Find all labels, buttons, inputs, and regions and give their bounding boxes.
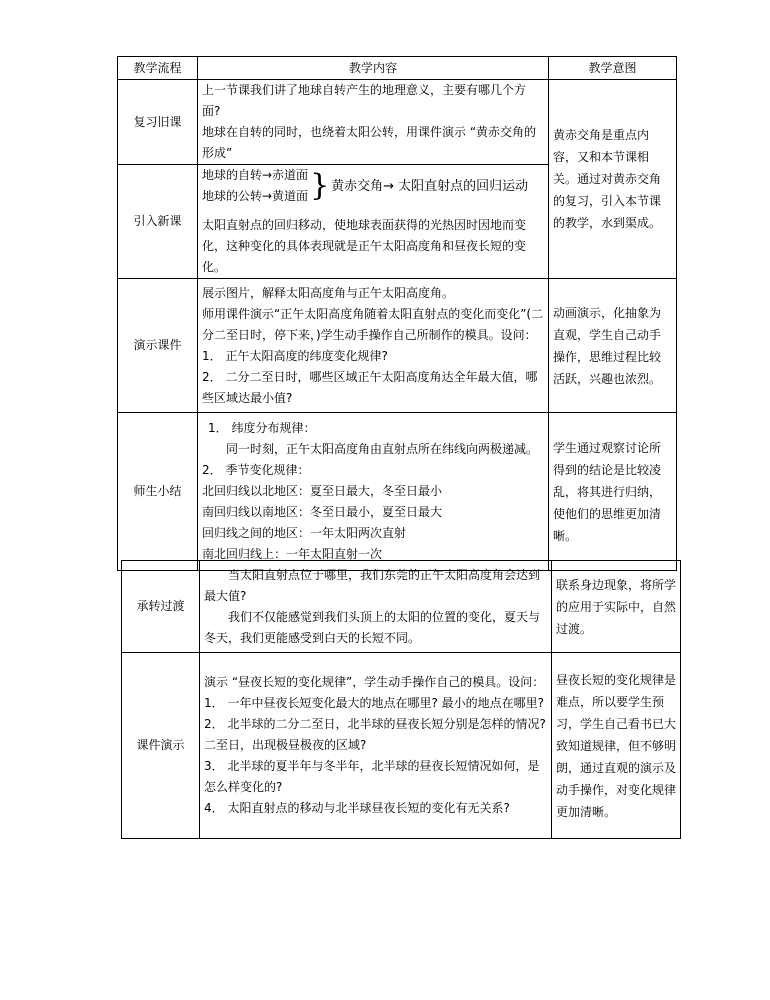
table-row [118,80,677,165]
right-brace-icon: } [310,168,330,203]
brace-left-line: 地球的公转→黄道面 [202,189,309,203]
content-cell [198,413,549,571]
lesson-table-1 [117,56,677,571]
stage-cell: 课件演示 [122,653,200,839]
content-line: 3． 北半球的夏半年与冬半年，北半球的昼夜长短情况如何，是怎么样变化的? [204,759,540,794]
intent-cell: 动画演示，化抽象为直观，学生自己动手操作，思维过程比较活跃，兴趣也浓烈。 [549,279,677,413]
header-stage: 教学流程 [118,57,198,80]
stage-cell: 演示课件 [118,279,198,413]
stage-cell: 师生小结 [118,413,198,571]
stage-cell: 引入新课 [118,165,198,279]
stage-cell: 承转过渡 [122,561,200,653]
table-row [122,561,681,653]
header-intent: 教学意图 [549,57,677,80]
table-row [118,413,677,571]
intent-cell: 学生通过观察讨论所得到的结论是比较凌乱，将其进行归纳，使他们的思维更加清晰。 [549,413,677,571]
intent-cell: 黄赤交角是重点内容，又和本节课相关。通过对黄赤交角的复习，引入本节课的教学，水到渠成。 [549,80,677,279]
intent-cell: 昼夜长短的变化规律是难点，所以要学生预习，学生自己看书已大致知道规律，但不够明朗，通过直观的演示及动手操作，对变化规律更加清晰。 [552,653,681,839]
table-row [122,653,681,839]
content-line: 地球在自转的同时，也绕着太阳公转，用课件演示 “黄赤交角的形成” [202,125,537,160]
brace-left-line: 地球的自转→赤道面 [202,168,309,182]
content-line: 演示 “昼夜长短的变化规律”，学生动手操作自己的模具。设问： [204,675,545,689]
brace-diagram [202,165,544,207]
content-line: 1． 纬度分布规律： [208,421,316,435]
intent-cell: 联系身边现象，将所学的应用于实际中，自然过渡。 [552,561,681,653]
content-line: 师用课件演示“正午太阳高度角随着太阳直射点的变化而变化”(二分二至日时，停下来，)学生动手操作自己所制作的模具。设问： [202,306,544,342]
content-line: 展示图片，解释太阳高度角与正午太阳高度角。 [202,285,455,300]
content-line: 上一节课我们讲了地球自转产生的地理意义，主要有哪几个方面? [202,83,527,118]
content-line: 南回归线以南地区：冬至日最小，夏至日最大 [202,505,443,519]
content-line: 2． 季节变化规律： [202,463,310,477]
table-header-row [118,57,677,80]
content-line: 我们不仅能感觉到我们头顶上的太阳的位置的变化，夏天与冬天，我们更能感受到白天的长短不同。 [204,609,541,645]
content-cell [200,561,552,653]
brace-right-text: 黄赤交角→ 太阳直射点的回归运动 [331,178,529,194]
content-line: 2． 北半球的二分二至日，北半球的昼夜长短分别是怎样的情况? 二至日，出现极昼极夜的区域? [204,717,546,752]
content-line: 2． 二分二至日时，哪些区域正午太阳高度角达全年最大值，哪些区域达最小值? [202,369,538,405]
stage-cell: 复习旧课 [118,80,198,165]
content-line: 回归线之间的地区：一年太阳两次直射 [202,526,407,540]
content-line: 1． 一年中昼夜长短变化最大的地点在哪里? 最小的地点在哪里? [204,696,545,710]
table-row [118,279,677,413]
content-line: 太阳直射点的回归移动，使地球表面获得的光热因时因地而变化，这种变化的具体表现就是正午太阳高度角和昼夜长短的变化。 [202,218,527,274]
content-cell [200,653,552,839]
content-line: 北回归线以北地区：夏至日最大，冬至日最小 [202,484,443,498]
content-cell [198,279,549,413]
content-line: 同一时刻，正午太阳高度角由直射点所在纬线向两极递减。 [226,442,539,456]
content-line: 1． 正午太阳高度的纬度变化规律? [202,348,388,363]
content-line: 4． 太阳直射点的移动与北半球昼夜长短的变化有无关系? [204,801,510,815]
content-cell [198,165,549,279]
content-line: 当太阳直射点位于哪里，我们东莞的正午太阳高度角会达到最大值? [204,567,541,603]
header-content: 教学内容 [198,57,549,80]
content-cell [198,80,549,165]
content-line: 南北回归线上：一年太阳直射一次 [202,547,383,561]
lesson-table-2 [121,560,681,839]
